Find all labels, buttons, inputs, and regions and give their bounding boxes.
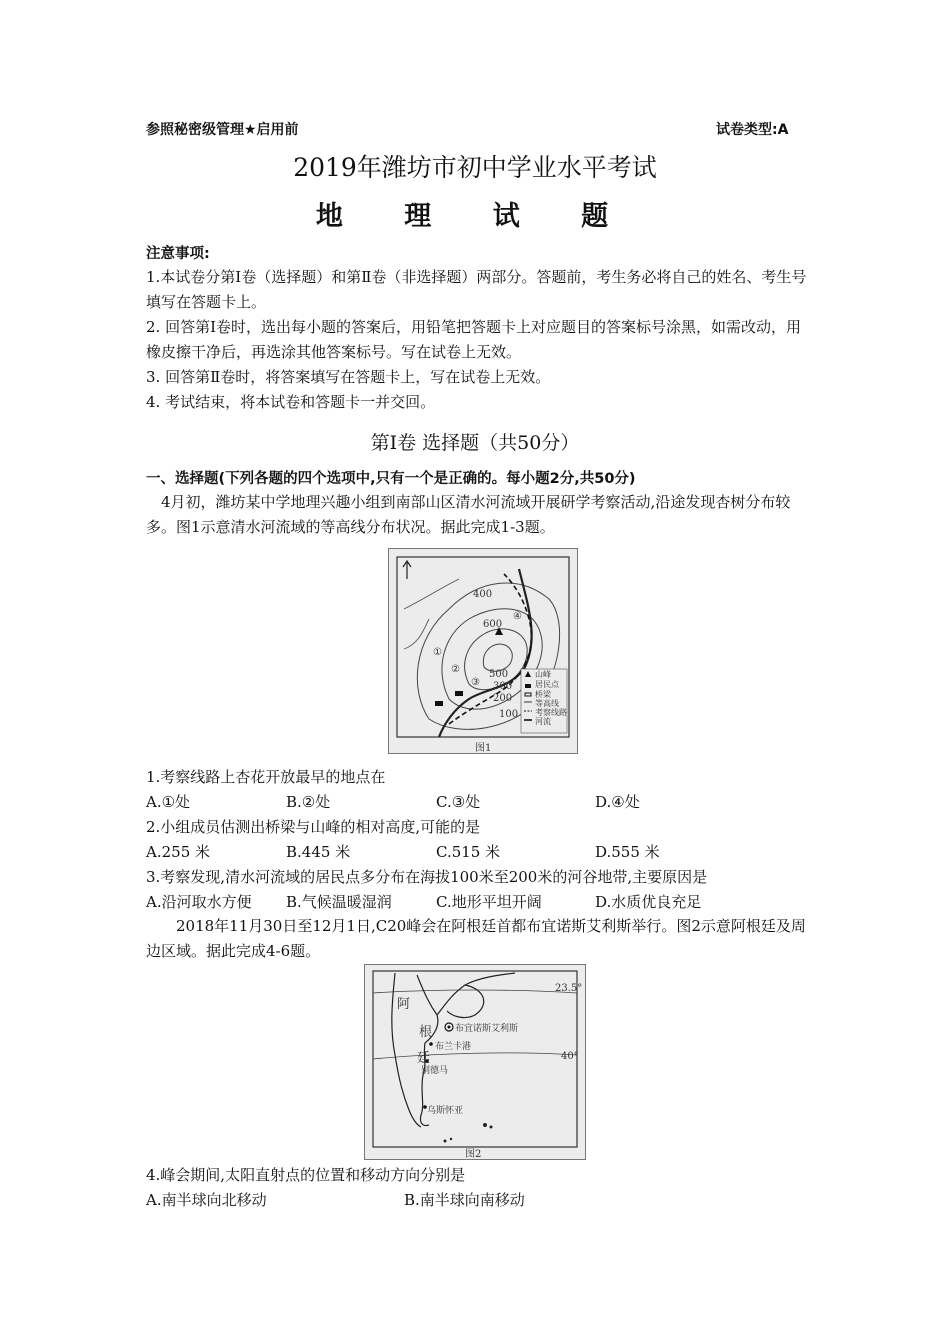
intro-paragraph-1: 4月初，潍坊某中学地理兴趣小组到南部山区清水河流域开展研学考察活动,沿途发现杏树分布较多。图1示意清水河流域的等高线分布状况。据此完成1-3题。 bbox=[146, 493, 791, 536]
legend-peak: 山峰 bbox=[535, 670, 551, 679]
question-1-option-c: C.③处 bbox=[436, 793, 481, 811]
country-label-a: 阿 bbox=[397, 997, 411, 1012]
legend-settlement: 居民点 bbox=[535, 680, 559, 689]
question-3-option-a: A.沿河取水方便 bbox=[146, 893, 252, 911]
question-3-option-c: C.地形平坦开阔 bbox=[436, 893, 542, 911]
notice-item-4: 4. 考试结束，将本试卷和答题卡一并交回。 bbox=[146, 393, 436, 411]
question-1-stem: 1.考察线路上杏花开放最早的地点在 bbox=[146, 768, 386, 786]
legend-river: 河流 bbox=[535, 717, 551, 726]
country-label-ting: 廷 bbox=[417, 1051, 431, 1066]
question-4-option-a: A.南半球向北移动 bbox=[146, 1191, 267, 1209]
question-2-option-b: B.445 米 bbox=[286, 843, 351, 861]
city-buenos-aires: 布宜诺斯艾利斯 bbox=[455, 1024, 519, 1034]
section-title: 第Ⅰ卷 选择题（共50分） bbox=[370, 432, 580, 454]
question-2-option-c: C.515 米 bbox=[436, 843, 501, 861]
paper-type-label: 试卷类型:A bbox=[716, 122, 789, 138]
question-1-option-b: B.②处 bbox=[286, 793, 331, 811]
marker-1: ① bbox=[433, 647, 442, 658]
legend-route: 考察线路 bbox=[535, 708, 567, 717]
confidentiality-label: 参照秘密级管理★启用前 bbox=[146, 122, 299, 138]
city-viedma: 别德马 bbox=[421, 1066, 449, 1076]
question-4-option-b: B.南半球向南移动 bbox=[404, 1191, 525, 1209]
question-3-option-d: D.水质优良充足 bbox=[595, 893, 702, 911]
legend-contour: 等高线 bbox=[535, 699, 559, 708]
figure-2-caption: 图2 bbox=[465, 1149, 482, 1160]
question-4-stem: 4.峰会期间,太阳直射点的位置和移动方向分别是 bbox=[146, 1166, 466, 1184]
question-2-option-a: A.255 米 bbox=[146, 843, 210, 861]
country-label-gen: 根 bbox=[419, 1025, 433, 1040]
subject-title: 地 理 试 题 bbox=[315, 201, 635, 232]
intro-paragraph-2: 2018年11月30日至12月1日,C20峰会在阿根廷首都布宜诺斯艾利斯举行。图2示意阿根廷及周边区域。据此完成4-6题。 bbox=[146, 917, 806, 960]
notice-item-2: 2. 回答第Ⅰ卷时，选出每小题的答案后，用铅笔把答题卡上对应题目的答案标号涂黑，如需改动，用橡皮擦干净后，再选涂其他答案标号。写在试卷上无效。 bbox=[146, 318, 802, 361]
figure-2-argentina-map bbox=[364, 964, 586, 1160]
figure-1-caption: 图1 bbox=[475, 743, 492, 754]
question-1-option-a: A.①处 bbox=[146, 793, 191, 811]
question-2-stem: 2.小组成员估测出桥梁与山峰的相对高度,可能的是 bbox=[146, 818, 481, 836]
legend-bridge: 桥梁 bbox=[535, 690, 551, 699]
city-bahia-blanca: 布兰卡港 bbox=[435, 1042, 472, 1052]
marker-2: ② bbox=[451, 664, 460, 675]
notice-item-1: 1.本试卷分第Ⅰ卷（选择题）和第Ⅱ卷（非选择题）两部分。答题前，考生务必将自己的姓名、考生号填写在答题卡上。 bbox=[146, 268, 807, 311]
marker-4: ④ bbox=[513, 611, 522, 622]
figure-1-contour-map bbox=[388, 548, 578, 754]
part-heading: 一、选择题(下列各题的四个选项中,只有一个是正确的。每小题2分,共50分) bbox=[146, 471, 636, 487]
contour-label-600: 600 bbox=[483, 619, 503, 630]
marker-3: ③ bbox=[471, 677, 480, 688]
exam-title: 2019年潍坊市初中学业水平考试 bbox=[293, 153, 657, 182]
question-3-option-b: B.气候温暖湿润 bbox=[286, 893, 392, 911]
latitude-label-40: 40° bbox=[561, 1051, 579, 1062]
notice-item-3: 3. 回答第Ⅱ卷时，将答案填写在答题卡上，写在试卷上无效。 bbox=[146, 368, 551, 386]
question-1-option-d: D.④处 bbox=[595, 793, 640, 811]
question-2-option-d: D.555 米 bbox=[595, 843, 660, 861]
contour-label-500: 500 bbox=[489, 669, 509, 680]
city-ushuaia: 乌斯怀亚 bbox=[427, 1106, 464, 1116]
north-arrow-icon bbox=[403, 561, 411, 579]
contour-label-100: 100 bbox=[499, 709, 519, 720]
latitude-label-23-5: 23.5° bbox=[555, 983, 583, 994]
contour-label-400: 400 bbox=[473, 589, 493, 600]
question-3-stem: 3.考察发现,清水河流域的居民点多分布在海拔100米至200米的河谷地带,主要原因是 bbox=[146, 868, 708, 886]
contour-label-200: 200 bbox=[493, 693, 513, 704]
notice-heading: 注意事项: bbox=[146, 246, 210, 262]
contour-label-300: 300 bbox=[493, 681, 513, 692]
